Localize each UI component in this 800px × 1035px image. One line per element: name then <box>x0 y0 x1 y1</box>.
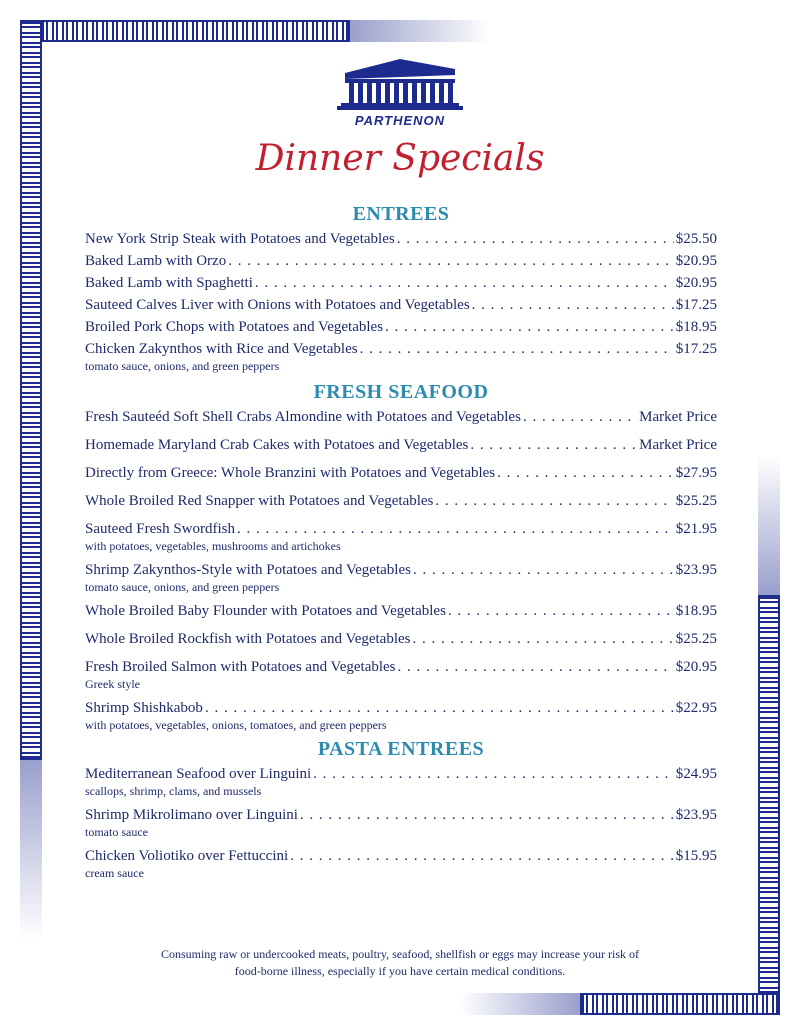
menu-item-price: $27.95 <box>675 465 717 481</box>
dot-leader <box>413 559 674 581</box>
menu-item-description: with potatoes, vegetables, onions, tomatoes, and green peppers <box>85 718 387 732</box>
menu-item <box>85 462 717 484</box>
menu-item <box>85 250 717 272</box>
dot-leader <box>472 294 674 316</box>
menu-item <box>85 656 717 691</box>
menu-item-name: Baked Lamb with Spaghetti <box>85 275 253 291</box>
parthenon-logo <box>330 55 470 128</box>
menu-item <box>85 294 717 316</box>
dot-leader <box>290 845 674 867</box>
menu-item <box>85 338 717 373</box>
menu-item-name: Sauteed Calves Liver with Onions with Potatoes and Vegetables <box>85 297 470 313</box>
menu-item-description: tomato sauce <box>85 825 148 839</box>
dot-leader <box>523 406 637 428</box>
menu-item <box>85 763 717 798</box>
dot-leader <box>313 763 674 785</box>
menu-item-name: Broiled Pork Chops with Potatoes and Vegetables <box>85 319 384 335</box>
menu-item <box>85 697 717 732</box>
menu-item-name: Baked Lamb with Orzo <box>85 253 227 269</box>
greek-key-border-bottom <box>580 993 780 1015</box>
menu-item <box>85 559 717 594</box>
page-title: Dinner Specials <box>255 138 545 179</box>
section-heading: FRESH SEAFOOD <box>313 381 489 403</box>
dot-leader <box>300 804 674 826</box>
menu-item-price: $18.95 <box>675 319 717 335</box>
parthenon-temple-icon <box>335 55 465 111</box>
menu-item-name: Whole Broiled Red Snapper with Potatoes and Vegetables <box>85 493 434 509</box>
menu-item-name: Directly from Greece: Whole Branzini with Potatoes and Vegetables <box>85 465 496 481</box>
menu-item-name: Fresh Broiled Salmon with Potatoes and Vegetables <box>85 659 396 675</box>
menu-item-price: $25.50 <box>675 231 717 247</box>
section-spacer <box>85 373 717 381</box>
menu-item-name: Mediterranean Seafood over Linguini <box>85 766 312 782</box>
greek-key-border-bottom-fade <box>460 993 580 1015</box>
menu-item-name: Chicken Zakynthos with Rice and Vegetables <box>85 341 358 357</box>
menu-item-description: tomato sauce, onions, and green peppers <box>85 359 280 373</box>
menu-item-price: $15.95 <box>675 848 717 864</box>
dot-leader <box>435 490 673 512</box>
section-heading: ENTREES <box>352 203 450 225</box>
disclaimer-line-2: food-borne illness, especially if you have certain medical conditions. <box>234 964 566 978</box>
menu-item-price: $20.95 <box>675 659 717 675</box>
menu-item-description: cream sauce <box>85 866 144 880</box>
greek-key-border-top-fade <box>350 20 490 42</box>
menu-item-description: Greek style <box>85 677 140 691</box>
greek-key-border-left <box>20 20 42 760</box>
menu-item-name: Fresh Sauteéd Soft Shell Crabs Almondine with Potatoes and Vegetables <box>85 409 521 425</box>
menu-item <box>85 518 717 553</box>
disclaimer-line-1: Consuming raw or undercooked meats, poultry, seafood, shellfish or eggs may increase your risk of <box>160 947 640 961</box>
dot-leader <box>470 434 637 456</box>
menu-item-price: $23.95 <box>675 807 717 823</box>
menu-item-description: tomato sauce, onions, and green peppers <box>85 580 280 594</box>
menu-item-price: $24.95 <box>675 766 717 782</box>
dot-leader <box>448 600 674 622</box>
menu-item <box>85 600 717 622</box>
menu-item-price: $20.95 <box>675 275 717 291</box>
menu-body <box>85 203 717 886</box>
menu-item <box>85 804 717 839</box>
brand-name: PARTHENON <box>354 113 446 128</box>
menu-item-name: Homemade Maryland Crab Cakes with Potatoes and Vegetables <box>85 437 469 453</box>
menu-item <box>85 628 717 650</box>
dot-leader <box>360 338 674 360</box>
dot-leader <box>497 462 674 484</box>
dot-leader <box>255 272 674 294</box>
menu-item <box>85 316 717 338</box>
menu-item-name: New York Strip Steak with Potatoes and Vegetables <box>85 231 395 247</box>
menu-item <box>85 272 717 294</box>
menu-item-name: Shrimp Zakynthos-Style with Potatoes and Vegetables <box>85 562 411 578</box>
dot-leader <box>398 656 674 678</box>
greek-key-border-right-fade <box>758 455 780 595</box>
menu-item <box>85 406 717 428</box>
menu-item-price: Market Price <box>639 409 717 425</box>
dot-leader <box>237 518 674 540</box>
menu-item <box>85 845 717 880</box>
menu-item-name: Shrimp Mikrolimano over Linguini <box>85 807 298 823</box>
menu-item-description: with potatoes, vegetables, mushrooms and artichokes <box>85 539 341 553</box>
menu-item <box>85 228 717 250</box>
menu-item <box>85 434 717 456</box>
menu-item-price: $25.25 <box>675 493 717 509</box>
menu-item-price: $20.95 <box>675 253 717 269</box>
health-disclaimer <box>100 946 700 980</box>
dot-leader <box>413 628 674 650</box>
menu-item-name: Shrimp Shishkabob <box>85 700 203 716</box>
menu-item-price: $23.95 <box>675 562 717 578</box>
dot-leader <box>385 316 674 338</box>
menu-item-description: scallops, shrimp, clams, and mussels <box>85 784 262 798</box>
greek-key-border-left-fade <box>20 760 42 940</box>
menu-item-name: Whole Broiled Rockfish with Potatoes and Vegetables <box>85 631 411 647</box>
greek-key-border-right <box>758 595 780 1015</box>
greek-key-border-top <box>20 20 350 42</box>
menu-item-price: $17.25 <box>675 341 717 357</box>
section-heading: PASTA ENTREES <box>317 738 485 760</box>
menu-item-price: Market Price <box>639 437 717 453</box>
menu-item <box>85 490 717 512</box>
menu-item-name: Sauteed Fresh Swordfish <box>85 521 235 537</box>
menu-item-name: Chicken Voliotiko over Fettuccini <box>85 848 289 864</box>
dot-leader <box>397 228 674 250</box>
menu-item-name: Whole Broiled Baby Flounder with Potatoes and Vegetables <box>85 603 446 619</box>
menu-item-price: $18.95 <box>675 603 717 619</box>
menu-item-price: $17.25 <box>675 297 717 313</box>
dot-leader <box>228 250 674 272</box>
menu-item-price: $22.95 <box>675 700 717 716</box>
menu-item-price: $25.25 <box>675 631 717 647</box>
item-spacer <box>85 880 717 886</box>
dot-leader <box>205 697 674 719</box>
menu-item-price: $21.95 <box>675 521 717 537</box>
